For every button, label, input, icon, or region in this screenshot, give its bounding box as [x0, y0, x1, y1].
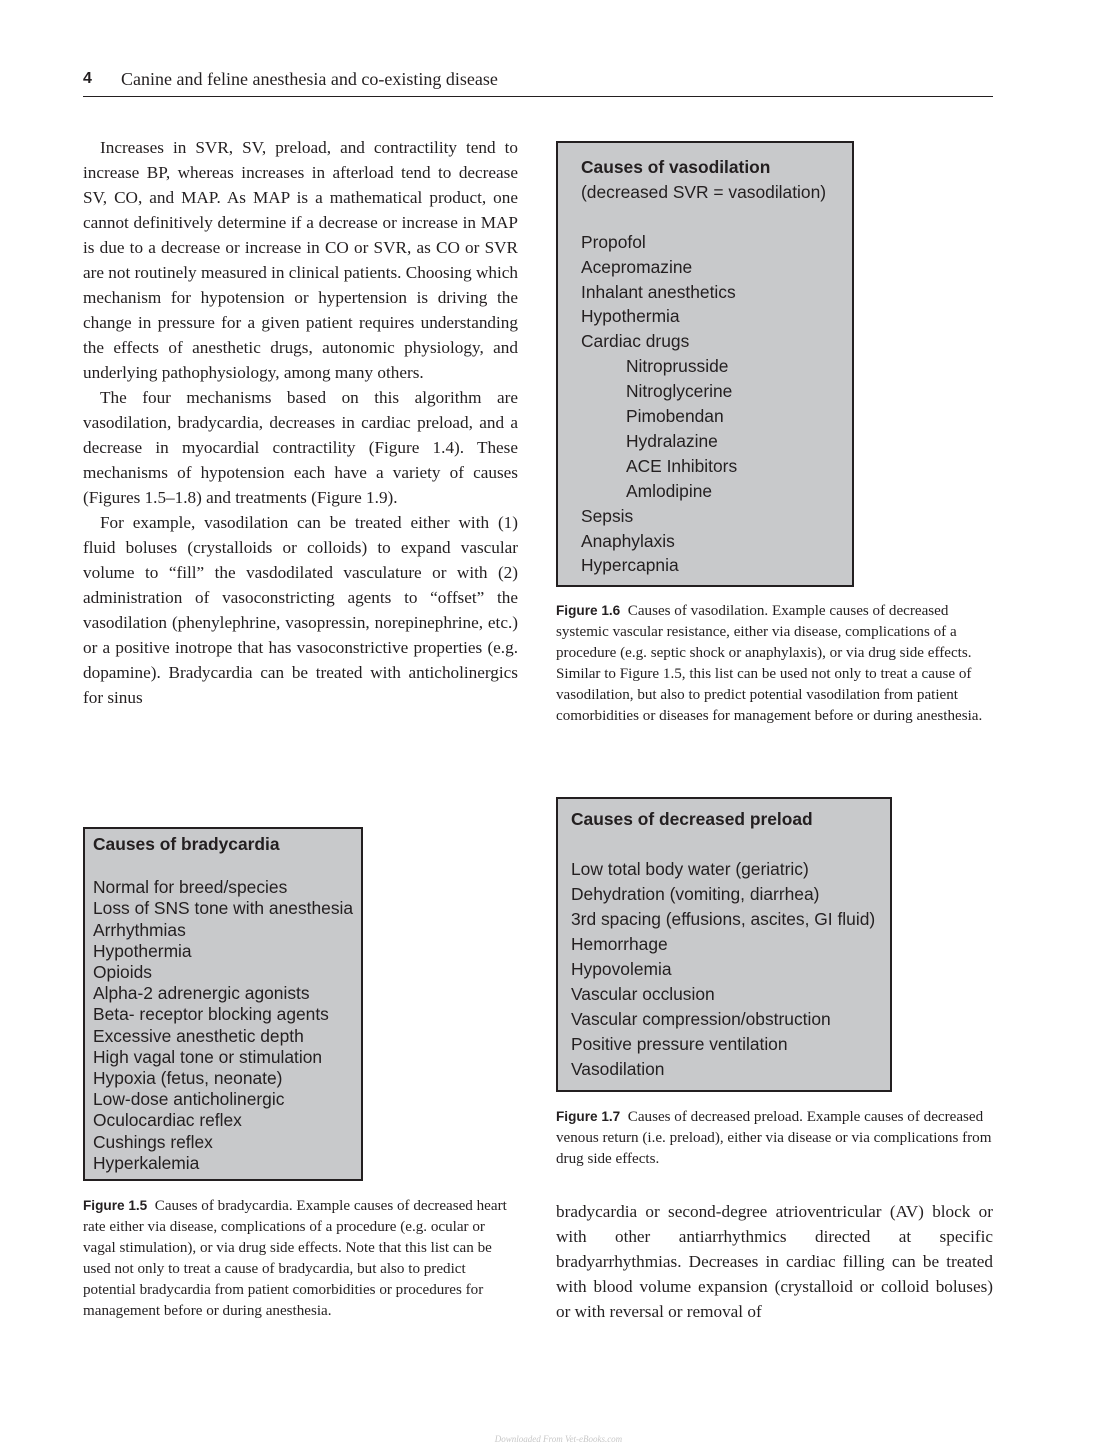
list-item: Vascular compression/obstruction	[571, 1009, 831, 1029]
list-item: Amlodipine	[626, 480, 713, 501]
decreased-preload-causes-box	[556, 797, 892, 1092]
figure-1-6-caption	[556, 600, 993, 727]
list-item: Inhalant anesthetics	[581, 281, 736, 302]
caption-text: Causes of decreased preload. Example causes of decreased venous return (i.e. preload), either via disease or via complications from drug side effects.	[556, 1109, 992, 1167]
list-item: Acepromazine	[581, 256, 693, 277]
box-title: Causes of vasodilation	[581, 157, 771, 177]
list-item: Opioids	[93, 962, 152, 983]
figure-label: Figure 1.6	[556, 603, 621, 618]
list-item: Normal for breed/species	[93, 877, 288, 898]
list-item: Hypercapnia	[581, 555, 679, 576]
box-title: Causes of bradycardia	[93, 834, 280, 854]
running-title: Canine and feline anesthesia and co-existing disease	[121, 69, 498, 89]
caption-text: Causes of bradycardia. Example causes of decreased heart rate either via disease, complications of a procedure (e.g. ocular or vagal stimulation), or via drug side effects. Note that this list can be used not only to treat a cause of bradycardia, but also to predict potential bradycardia from patient comorbidities or procedures for management before or during anesthesia.	[83, 1198, 507, 1319]
list-item: High vagal tone or stimulation	[93, 1046, 323, 1067]
list-item: Oculocardiac reflex	[93, 1110, 242, 1131]
list-item: Hemorrhage	[571, 934, 668, 954]
list-item: Anaphylaxis	[581, 530, 675, 551]
list-item: Loss of SNS tone with anesthesia	[93, 898, 354, 919]
page-number: 4	[83, 70, 92, 87]
list-item: 3rd spacing (effusions, ascites, GI fluid)	[571, 909, 876, 929]
list-item: Hypothermia	[581, 306, 680, 327]
list-item: Nitroprusside	[626, 356, 729, 377]
list-item: Nitroglycerine	[626, 381, 733, 402]
list-item: Dehydration (vomiting, diarrhea)	[571, 884, 820, 904]
list-item: ACE Inhibitors	[626, 455, 738, 476]
figure-1-7-caption	[556, 1106, 993, 1170]
bradycardia-list	[93, 877, 361, 1174]
list-item: Vasodilation	[571, 1059, 665, 1079]
figure-1-5-caption	[83, 1195, 519, 1322]
list-item: Positive pressure ventilation	[571, 1034, 788, 1054]
list-item: Cardiac drugs	[581, 331, 690, 352]
figure-label: Figure 1.7	[556, 1109, 621, 1124]
list-item: Pimobendan	[626, 406, 724, 427]
preload-list	[571, 857, 890, 1082]
bradycardia-causes-box	[83, 827, 363, 1181]
figure-label: Figure 1.5	[83, 1198, 148, 1213]
list-item: Vascular occlusion	[571, 984, 715, 1004]
box-subtitle: (decreased SVR = vasodilation)	[581, 181, 827, 202]
list-item: Low-dose anticholinergic	[93, 1089, 285, 1110]
watermark: Downloaded From Vet-eBooks.com	[494, 1434, 623, 1444]
list-item: Hypovolemia	[571, 959, 672, 979]
list-item: Hyperkalemia	[93, 1152, 200, 1173]
paragraph: For example, vasodilation can be treated either with (1) fluid boluses (crystalloids or colloids) to expand vascular volume to “fill” the vasdodilated vasculature or with (2) administration of vasoconstricting agents to “offset” the vasodilation (phenylephrine, vasopressin, norepinephrine, etc.) or a positive inotrope that has vasoconstrictive properties (e.g. dopamine). Bradycardia can be treated with anticholinergics for sinus	[83, 513, 518, 707]
caption-text: Causes of vasodilation. Example causes of decreased systemic vascular resistance, either via disease, complications of a procedure (e.g. septic shock or anaphylaxis), or via drug side effects. Similar to Figure 1.5, this list can be used not only to treat a cause of vasodilation, but also to predict potential vasodilation from patient comorbidities or diseases for management before or during anesthesia.	[556, 603, 983, 724]
left-column-text	[83, 135, 518, 710]
list-item: Hydralazine	[626, 430, 718, 451]
paragraph: bradycardia or second-degree atrioventricular (AV) block or with other antiarrhythmics directed at specific bradyarrhythmias. Decreases in cardiac filling can be treated with blood volume expansion (crystalloid or colloid boluses) or with reversal or removal of	[556, 1202, 993, 1321]
list-item: Cushings reflex	[93, 1131, 213, 1152]
vasodilation-causes-box	[556, 141, 854, 587]
list-item: Beta- receptor blocking agents	[93, 1004, 329, 1025]
list-item: Arrhythmias	[93, 919, 186, 940]
vasodilation-list	[581, 230, 852, 579]
list-item: Alpha-2 adrenergic agonists	[93, 983, 310, 1004]
list-item: Hypoxia (fetus, neonate)	[93, 1068, 283, 1089]
box-title: Causes of decreased preload	[571, 809, 813, 829]
list-item: Excessive anesthetic depth	[93, 1025, 304, 1046]
list-item: Sepsis	[581, 505, 634, 526]
list-item: Hypothermia	[93, 940, 192, 961]
list-item: Low total body water (geriatric)	[571, 859, 809, 879]
paragraph: The four mechanisms based on this algorithm are vasodilation, bradycardia, decreases in cardiac preload, and a decrease in myocardial contractility (Figure 1.4). These mechanisms of hypotension each have a variety of causes (Figures 1.5–1.8) and treatments (Figure 1.9).	[83, 388, 518, 507]
right-column-text	[556, 1199, 993, 1324]
running-header	[83, 68, 993, 97]
paragraph: Increases in SVR, SV, preload, and contractility tend to increase BP, whereas increases in afterload tend to decrease SV, CO, and MAP. As MAP is a mathematical product, one cannot definitively determine if a decrease or increase in MAP is due to a decrease or increase in CO or SVR, as CO or SVR are not routinely measured in clinical patients. Choosing which mechanism for hypotension or hypertension is driving the change in pressure for a given patient requires understanding the effects of anesthetic drugs, autonomic physiology, and underlying pathophysiology, among many others.	[83, 138, 518, 382]
list-item: Propofol	[581, 231, 646, 252]
